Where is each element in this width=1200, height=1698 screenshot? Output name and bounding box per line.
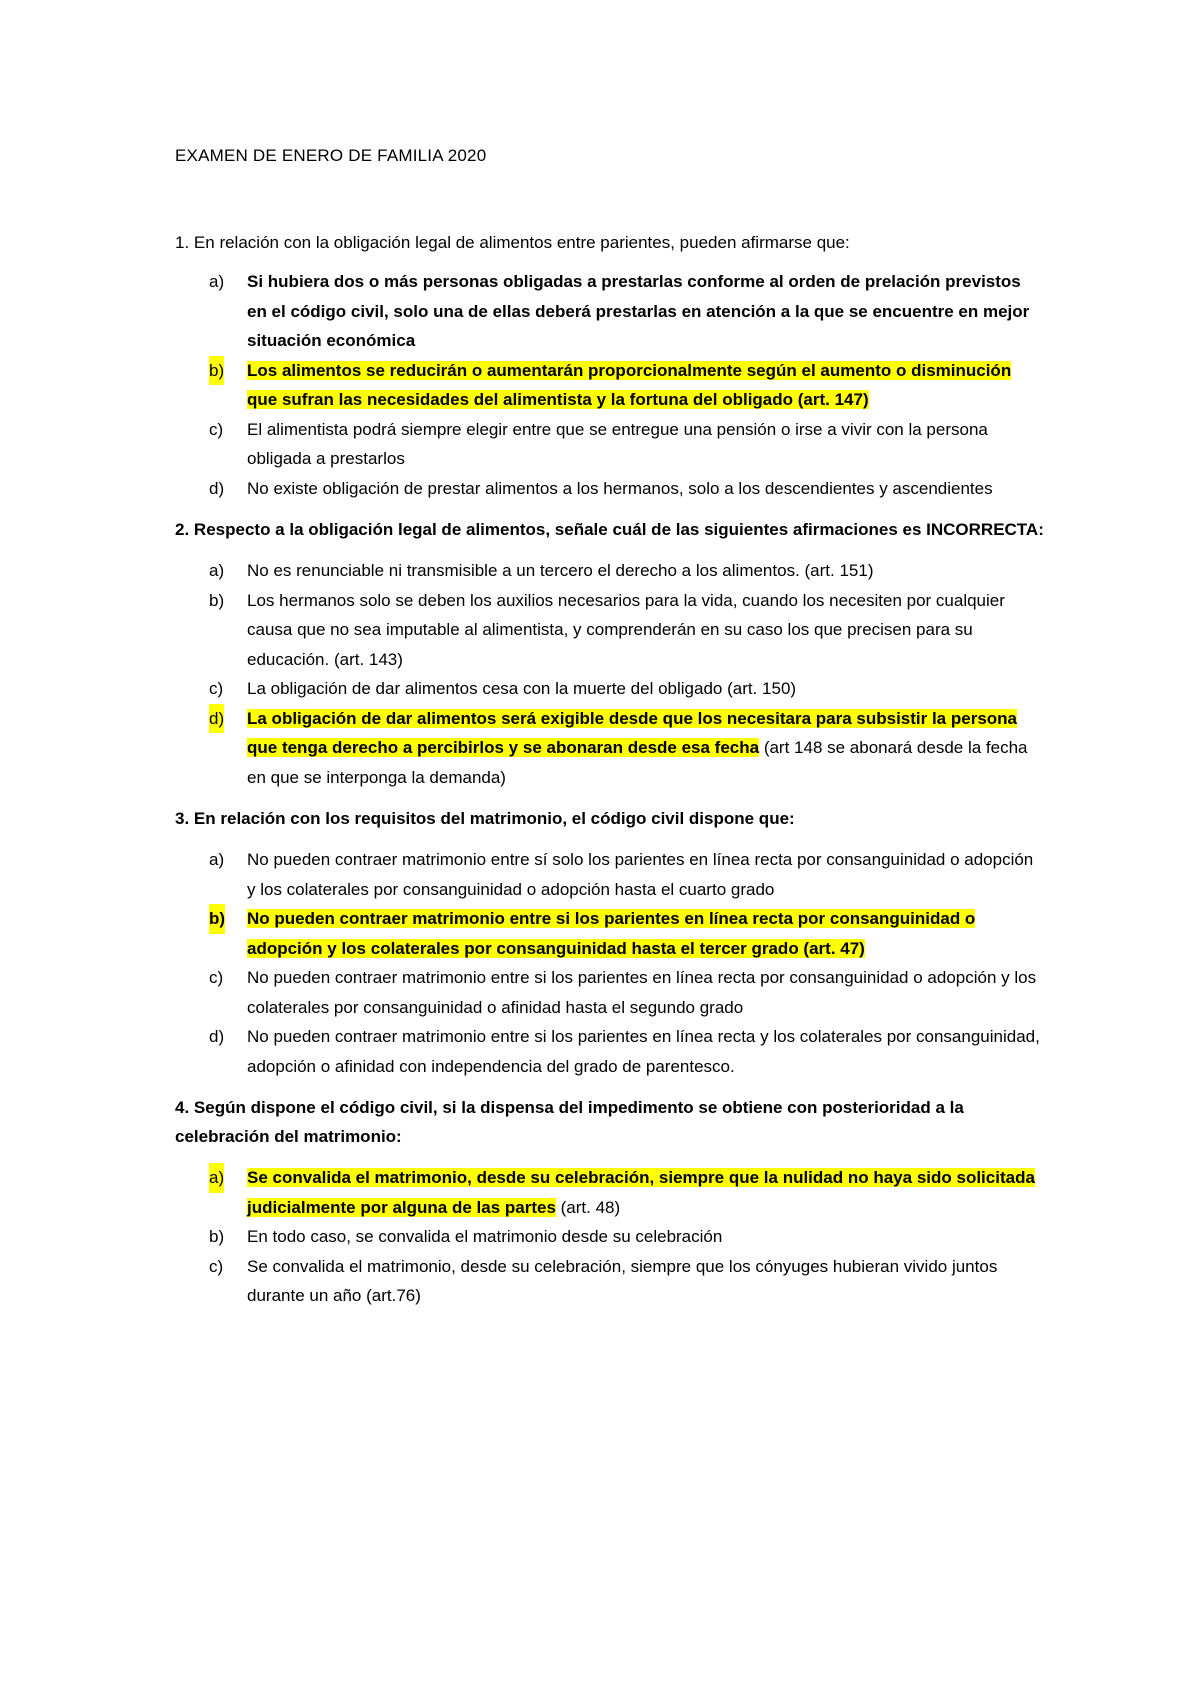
option-letter: c)	[209, 968, 224, 987]
option-4a-correct	[175, 1163, 1045, 1222]
option-1c	[175, 415, 1045, 474]
option-letter: a)	[209, 561, 225, 580]
option-text: Los hermanos solo se deben los auxilios necesarios para la vida, cuando los necesiten por cualquier causa que no sea imputable al alimentista, y comprenderán en su caso los que precisen para su educación. (art. 143)	[247, 590, 1005, 669]
option-letter: d)	[209, 704, 224, 734]
option-4b	[175, 1222, 1045, 1252]
question-1	[175, 228, 1045, 257]
question-number: 1.	[175, 233, 190, 252]
highlighted-answer: Los alimentos se reducirán o aumentarán proporcionalmente según el aumento o disminución que sufran las necesidades del alimentista y la fortuna del obligado (art. 147)	[247, 360, 1012, 409]
option-1d	[175, 474, 1045, 504]
option-text: No pueden contraer matrimonio entre si los parientes en línea recta por consanguinidad o adopción y los colaterales por consanguinidad o afinidad hasta el segundo grado	[247, 968, 1037, 1017]
option-1b-correct	[175, 356, 1045, 415]
option-text: No es renunciable ni transmisible a un tercero el derecho a los alimentos. (art. 151)	[247, 561, 874, 580]
option-note: (art 148 se abonará desde la fecha en que se interponga la demanda)	[247, 738, 1028, 787]
highlighted-answer: La obligación de dar alimentos será exigible desde que los necesitara para subsistir la persona que tenga derecho a percibirlos y se abonaran desde esa fecha	[247, 708, 1017, 757]
question-2-options	[175, 556, 1045, 792]
question-3-options	[175, 845, 1045, 1081]
option-2a	[175, 556, 1045, 586]
question-number: 3.	[175, 809, 190, 828]
option-letter: c)	[209, 1256, 224, 1276]
question-1-options	[175, 267, 1045, 503]
question-number: 2.	[175, 520, 190, 539]
option-3b-correct	[175, 904, 1045, 963]
option-2c	[175, 674, 1045, 704]
option-3a	[175, 845, 1045, 904]
option-3d	[175, 1022, 1045, 1081]
exam-page	[175, 142, 1045, 1323]
highlighted-answer: Se convalida el matrimonio, desde su celebración, siempre que la nulidad no haya sido solicitada judicialmente por alguna de las partes	[247, 1168, 1035, 1217]
option-text: No pueden contraer matrimonio entre sí solo los parientes en línea recta por consanguinidad o adopción y los colaterales por consanguinidad o adopción hasta el cuarto grado	[247, 850, 1034, 899]
option-letter: c)	[209, 419, 224, 439]
question-text: En relación con los requisitos del matrimonio, el código civil dispone que:	[193, 809, 795, 828]
option-letter: c)	[209, 679, 224, 698]
option-4c	[175, 1252, 1045, 1311]
question-3	[175, 804, 1045, 833]
option-text: El alimentista podrá siempre elegir entre que se entregue una pensión o irse a vivir con la persona obligada a prestarlos	[247, 419, 988, 468]
option-text: Si hubiera dos o más personas obligadas a prestarlas conforme al orden de prelación previstos en el código civil, solo una de ellas deberá prestarlas en atención a la que se encuentre en mejor situación económica	[247, 272, 1030, 350]
question-text: Según dispone el código civil, si la dispensa del impedimento se obtiene con posterioridad a la celebración del matrimonio:	[175, 1098, 964, 1146]
option-letter: d)	[209, 478, 225, 498]
highlighted-answer: No pueden contraer matrimonio entre si los parientes en línea recta por consanguinidad o adopción y los colaterales por consanguinidad hasta el tercer grado (art. 47)	[247, 909, 976, 958]
option-letter: a)	[209, 272, 225, 291]
document-title: EXAMEN DE ENERO DE FAMILIA 2020	[175, 146, 487, 165]
option-2d-correct	[175, 704, 1045, 793]
question-4	[175, 1093, 1045, 1151]
option-text: Se convalida el matrimonio, desde su celebración, siempre que los cónyuges hubieran vivido juntos durante un año (art.76)	[247, 1256, 998, 1305]
option-text: No pueden contraer matrimonio entre si los parientes en línea recta y los colaterales por consanguinidad, adopción o afinidad con independencia del grado de parentesco.	[247, 1027, 1040, 1076]
option-letter: d)	[209, 1027, 225, 1046]
option-3c	[175, 963, 1045, 1022]
option-text: No existe obligación de prestar alimentos a los hermanos, solo a los descendientes y ascendientes	[247, 478, 993, 498]
option-text: La obligación de dar alimentos cesa con la muerte del obligado (art. 150)	[247, 679, 797, 698]
option-letter: a)	[209, 850, 225, 869]
option-2b	[175, 586, 1045, 675]
question-4-options	[175, 1163, 1045, 1311]
option-text: En todo caso, se convalida el matrimonio desde su celebración	[247, 1227, 723, 1246]
option-1a	[175, 267, 1045, 356]
option-letter: a)	[209, 1163, 224, 1193]
question-text: Respecto a la obligación legal de alimentos, señale cuál de las siguientes afirmaciones es INCORRECTA:	[193, 520, 1044, 539]
option-letter: b)	[209, 590, 225, 610]
option-letter: b)	[209, 1227, 225, 1246]
question-2	[175, 515, 1045, 544]
option-letter: b)	[209, 356, 224, 386]
question-number: 4.	[175, 1098, 190, 1117]
question-text: En relación con la obligación legal de alimentos entre parientes, pueden afirmarse que:	[193, 233, 850, 252]
option-letter: b)	[209, 904, 225, 934]
option-note: (art. 48)	[555, 1197, 621, 1217]
